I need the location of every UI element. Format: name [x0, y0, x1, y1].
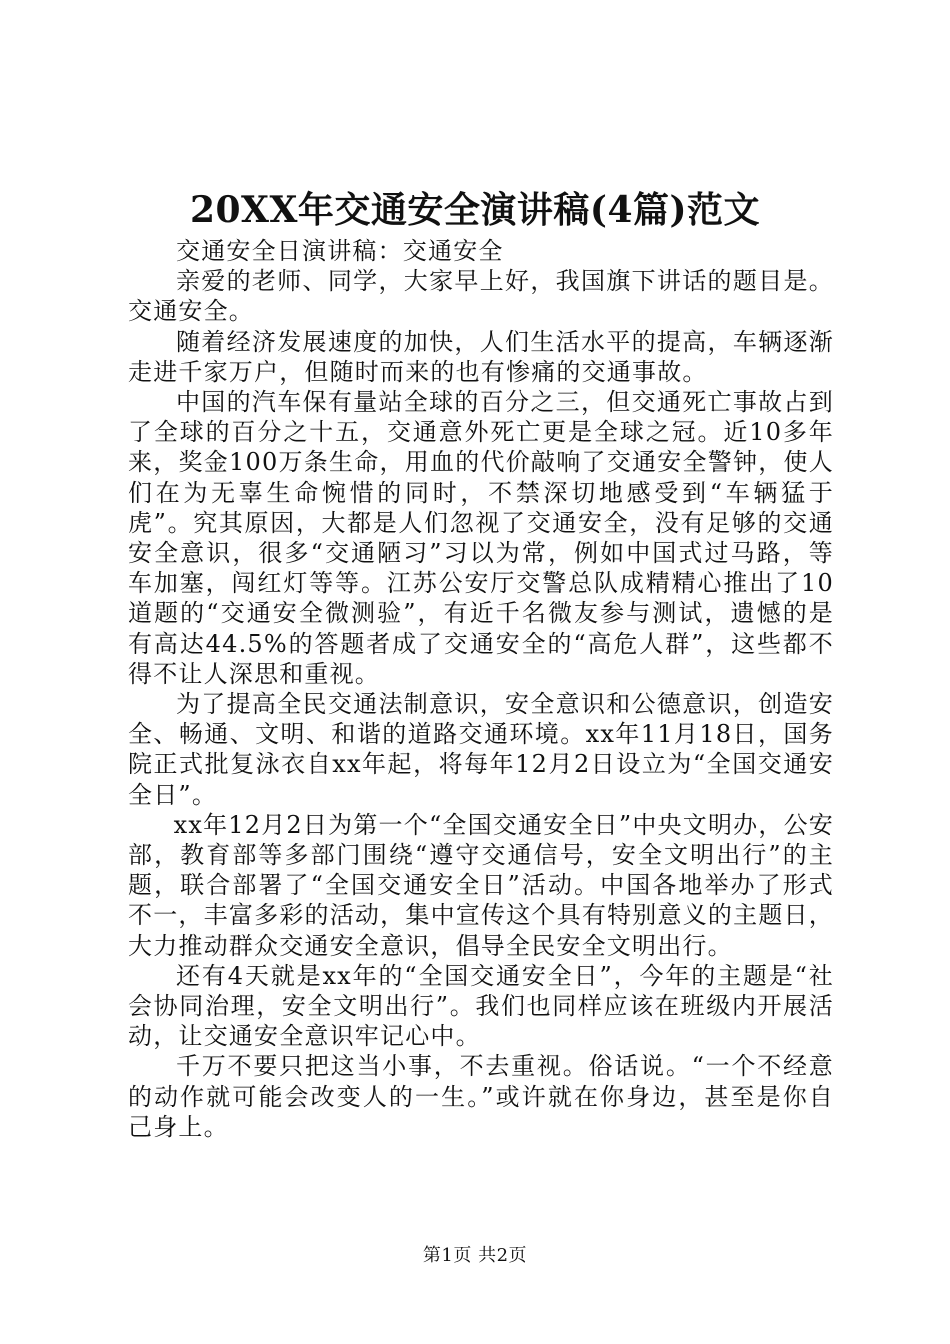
paragraph-8: 千万不要只把这当小事，不去重视。俗话说。“一个不经意的动作就可能会改变人的一生。”或许就在你身边，甚至是你自己身上。	[128, 1052, 834, 1141]
paragraph-3: 随着经济发展速度的加快，人们生活水平的提高，车辆逐渐走进千家万户，但随时而来的也有惨痛的交通事故。	[128, 327, 834, 386]
paragraph-1: 交通安全日演讲稿：交通安全	[176, 237, 504, 265]
paragraph-5: 为了提高全民交通法制意识，安全意识和公德意识，创造安全、畅通、文明、和谐的道路交通环境。xx年11月18日，国务院正式批复泳衣自xx年起，将每年12月2日设立为“全国交通安全日”。	[128, 690, 834, 809]
paragraph-2: 亲爱的老师、同学，大家早上好，我国旗下讲话的题目是。交通安全。	[128, 267, 834, 326]
paragraph-7: 还有4天就是xx年的“全国交通安全日”，今年的主题是“社会协同治理，安全文明出行”。我们也同样应该在班级内开展活动，让交通安全意识牢记心中。	[128, 961, 834, 1051]
document-title: 20XX年交通安全演讲稿(4篇)范文	[189, 189, 761, 231]
paragraph-4: 中国的汽车保有量站全球的百分之三，但交通死亡事故占到了全球的百分之十五，交通意外死亡更是全球之冠。近10多年来，奖金100万条生命，用血的代价敲响了交通安全警钟，使人们在为无辜生命惋惜的同时，不禁深切地感受到“车辆猛于虎”。究其原因，大都是人们忽视了交通安全，没有足够的交通安全意识，很多“交通陋习”习以为常，例如中国式过马路，等车加塞，闯红灯等等。江苏公安厅交警总队成精精心推出了10道题的“交通安全微测验”，有近千名微友参与测试，遗憾的是有高达44.5%的答题者成了交通安全的“高危人群”，这些都不得不让人深思和重视。	[128, 388, 834, 688]
document-body	[128, 236, 834, 1142]
paragraph-6: xx年12月2日为第一个“全国交通安全日”中央文明办，公安部，教育部等多部门围绕“遵守交通信号，安全文明出行”的主题，联合部署了“全国交通安全日”活动。中国各地举办了形式不一，丰富多彩的活动，集中宣传这个具有特别意义的主题日，大力推动群众交通安全意识，倡导全民安全文明出行。	[128, 810, 834, 960]
page-footer: 第1页 共2页	[422, 1245, 528, 1266]
